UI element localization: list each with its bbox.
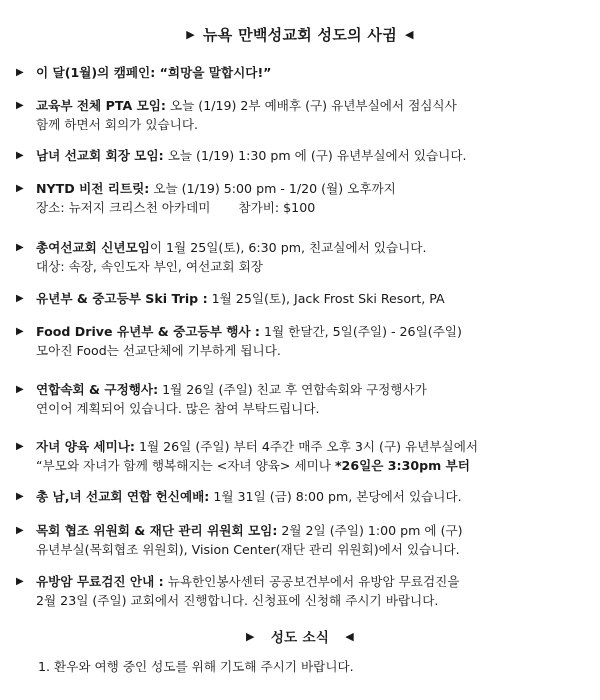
- item-heading: 교육부 전체 PTA 모임:: [36, 98, 166, 113]
- item-heading: 목회 협조 위원회 & 재단 관리 위원회 모임:: [36, 523, 278, 538]
- item-heading: 총 남,녀 선교회 연합 헌신예배:: [36, 489, 210, 504]
- list-item-nytd-retreat: [16, 179, 576, 217]
- item-text: 뉴욕한인봉사센터 공공보건부에서 유방암 무료검진을: [163, 574, 460, 589]
- list-item-parenting-seminar: [16, 437, 576, 475]
- list-item-mission-leaders: [16, 146, 576, 165]
- item-text-line2: 함께 하면서 회의가 있습니다.: [36, 117, 198, 132]
- item-heading: 총여선교회 신년모임: [36, 240, 150, 255]
- item-heading: 유방암 무료검진 안내 :: [36, 574, 164, 589]
- item-heading: 자녀 양육 세미나:: [36, 439, 135, 454]
- bullet-icon: ▶: [16, 525, 24, 536]
- page-title: 뉴욕 만백성교회 성도의 사귐: [202, 26, 398, 44]
- list-item-food-drive: [16, 322, 576, 360]
- item-text-line2: 연이어 계획되어 있습니다. 많은 참여 부탁드립니다.: [36, 401, 320, 416]
- bullet-icon: ▶: [16, 384, 24, 395]
- list-item-ski-trip: [16, 289, 576, 308]
- item-text-bold-note: *26일은 3:30pm 부터: [334, 458, 470, 473]
- item-text: 이 1월 25일(토), 6:30 pm, 친교실에서 있습니다.: [149, 240, 427, 255]
- item-heading: 남녀 선교회 회장 모임:: [36, 148, 164, 163]
- right-triangle-icon: ▶: [186, 28, 195, 41]
- item-text-line2: 2월 23일 (주일) 교회에서 진행합니다. 신청표에 신청해 주시기 바랍니다.: [36, 593, 439, 608]
- bullet-icon: ▶: [16, 326, 24, 337]
- item-text-line2: “부모와 자녀가 함께 행복해지는 <자녀 양육> 세미나: [36, 458, 335, 473]
- bullet-icon: ▶: [16, 441, 24, 452]
- item-text: 2월 2일 (주일) 1:00 pm 에 (구): [277, 523, 463, 538]
- item-text-line2: 장소: 뉴저지 크리스천 아카데미 참가비: $100: [36, 200, 316, 215]
- bullet-icon: ▶: [16, 491, 24, 502]
- item-text: 1월 26일 (주일) 친교 후 연합속회와 구정행사가: [158, 382, 427, 397]
- bullet-icon: ▶: [16, 576, 24, 587]
- list-item-cancer-screening: [16, 572, 576, 610]
- item-text: 오늘 (1/19) 2부 예배후 (구) 유년부실에서 점심식사: [165, 98, 457, 113]
- news-entry: 1. 환우와 여행 중인 성도를 위해 기도해 주시기 바랍니다.: [38, 659, 354, 674]
- news-title: 성도 소식: [270, 630, 330, 646]
- item-heading: 연합속회 & 구정행사:: [36, 382, 159, 397]
- bullet-icon: ▶: [16, 67, 24, 78]
- item-text: 오늘 (1/19) 5:00 pm - 1/20 (월) 오후까지: [149, 181, 396, 196]
- item-text: 오늘 (1/19) 1:30 pm 에 (구) 유년부실에서 있습니다.: [163, 148, 467, 163]
- item-text-line2: 유년부실(목회협조 위원회), Vision Center(재단 관리 위원회)에서 있습니다.: [36, 542, 460, 557]
- right-triangle-icon: ▶: [246, 629, 255, 643]
- left-triangle-icon: ◀: [405, 28, 414, 41]
- list-item-joint-cell-lunar: [16, 380, 576, 418]
- item-text: 1월 한달간, 5일(주일) - 26일(주일): [259, 324, 462, 339]
- bullet-icon: ▶: [16, 242, 24, 253]
- left-triangle-icon: ◀: [345, 629, 354, 643]
- bullet-icon: ▶: [16, 293, 24, 304]
- news-header: [0, 626, 600, 646]
- bullet-icon: ▶: [16, 150, 24, 161]
- item-text-line2: 모아진 Food는 선교단체에 기부하게 됩니다.: [36, 343, 281, 358]
- item-text-line2: 대상: 속장, 속인도자 부인, 여선교회 회장: [36, 259, 263, 274]
- bulletin-header: [0, 24, 600, 45]
- item-heading: NYTD 비전 리트릿:: [36, 181, 150, 196]
- bullet-icon: ▶: [16, 183, 24, 194]
- list-item-womens-mission: [16, 238, 576, 276]
- list-item-committee-meeting: [16, 521, 576, 559]
- item-heading: 이 달(1월)의 캠페인: “희망을 말합시다!”: [36, 65, 272, 80]
- item-heading: Food Drive 유년부 & 중고등부 행사 :: [36, 324, 260, 339]
- item-text: 1월 31일 (금) 8:00 pm, 본당에서 있습니다.: [209, 489, 462, 504]
- item-heading: 유년부 & 중고등부 Ski Trip :: [36, 291, 208, 306]
- list-item-pta: [16, 96, 576, 134]
- list-item-campaign: [16, 63, 576, 82]
- item-text: 1월 26일 (주일) 부터 4주간 매주 오후 3시 (구) 유년부실에서: [134, 439, 479, 454]
- bullet-icon: ▶: [16, 100, 24, 111]
- list-item-dedication-service: [16, 487, 576, 506]
- item-text: 1월 25일(토), Jack Frost Ski Resort, PA: [207, 291, 445, 306]
